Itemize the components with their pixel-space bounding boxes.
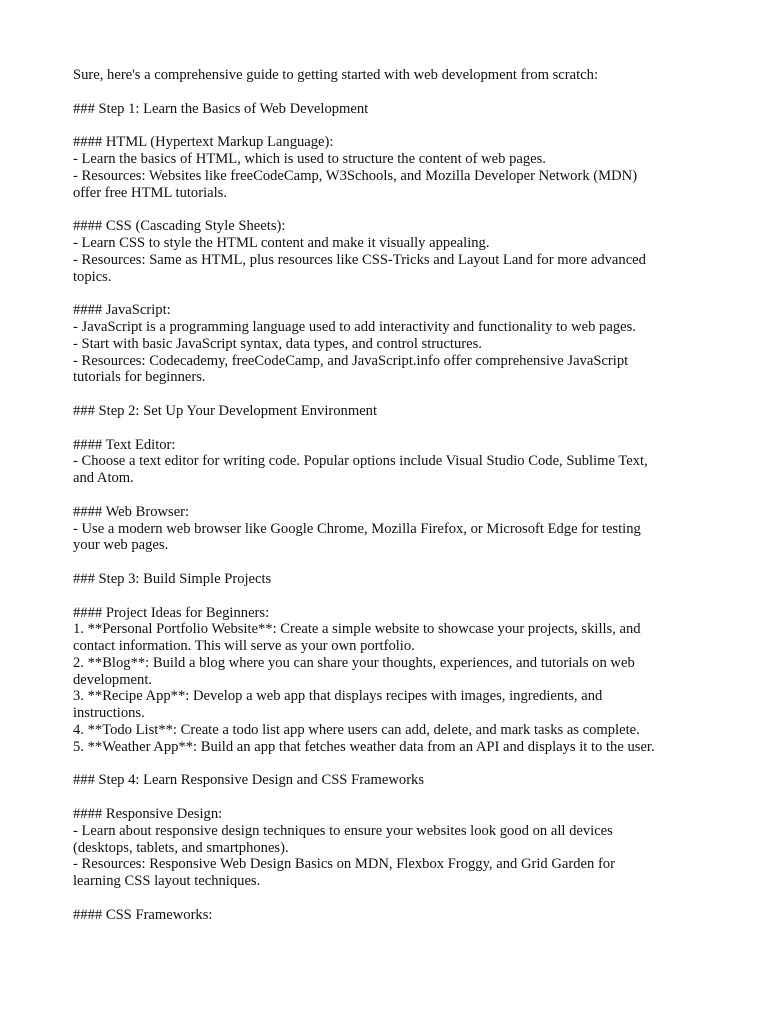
text-line: - Start with basic JavaScript syntax, data types, and control structures. (73, 335, 482, 352)
project-ideas-section (73, 605, 703, 756)
text-line: tutorials for beginners. (73, 369, 206, 386)
text-line: - Learn about responsive design techniques to ensure your websites look good on all devices (73, 822, 613, 839)
text-line: #### CSS (Cascading Style Sheets): (73, 218, 286, 235)
web-browser-section (73, 504, 703, 554)
text-line: #### Project Ideas for Beginners: (73, 604, 270, 621)
text-line: - Choose a text editor for writing code. Popular options include Visual Studio Code, Sublime Text, (73, 453, 648, 470)
text-line: - Learn CSS to style the HTML content and make it visually appealing. (73, 234, 490, 251)
text-line: instructions. (73, 705, 145, 722)
text-line: - Use a modern web browser like Google Chrome, Mozilla Firefox, or Microsoft Edge for testing (73, 520, 641, 537)
step-2-heading (73, 403, 703, 420)
text-editor-section (73, 437, 703, 487)
html-section (73, 134, 703, 201)
text-line: Sure, here's a comprehensive guide to getting started with web development from scratch: (73, 67, 599, 83)
text-line: - Resources: Codecademy, freeCodeCamp, and JavaScript.info offer comprehensive JavaScript (73, 352, 629, 369)
text-line: #### JavaScript: (73, 302, 171, 319)
text-line: 1. **Personal Portfolio Website**: Create a simple website to showcase your projects, skills, and (73, 621, 641, 638)
text-line: #### Text Editor: (73, 436, 176, 453)
responsive-design-section (73, 806, 703, 890)
text-line: 3. **Recipe App**: Develop a web app that displays recipes with images, ingredients, and (73, 688, 603, 705)
text-line: ### Step 2: Set Up Your Development Environment (73, 402, 378, 419)
text-line: your web pages. (73, 537, 169, 554)
text-line: offer free HTML tutorials. (73, 184, 227, 201)
text-line: - Resources: Responsive Web Design Basics on MDN, Flexbox Froggy, and Grid Garden for (73, 856, 615, 873)
text-line: #### Web Browser: (73, 503, 190, 520)
step-1-heading (73, 101, 703, 118)
text-line: - Learn the basics of HTML, which is used to structure the content of web pages. (73, 150, 546, 167)
text-line: and Atom. (73, 470, 134, 487)
text-line: - Resources: Same as HTML, plus resources like CSS-Tricks and Layout Land for more advanced (73, 251, 646, 268)
text-line: - Resources: Websites like freeCodeCamp, W3Schools, and Mozilla Developer Network (MDN) (73, 167, 638, 184)
intro-paragraph (73, 67, 703, 84)
text-line: ### Step 3: Build Simple Projects (73, 570, 272, 587)
step-3-heading (73, 571, 703, 588)
text-line: #### CSS Frameworks: (73, 906, 213, 923)
css-frameworks-section (73, 907, 703, 924)
text-line: (desktops, tablets, and smartphones). (73, 839, 289, 856)
text-line: - JavaScript is a programming language used to add interactivity and functionality to web pages. (73, 318, 636, 335)
css-section (73, 218, 703, 285)
text-line: development. (73, 671, 153, 688)
text-line: #### HTML (Hypertext Markup Language): (73, 134, 334, 151)
document-page (73, 67, 703, 940)
text-line: #### Responsive Design: (73, 806, 223, 823)
text-line: learning CSS layout techniques. (73, 873, 261, 890)
text-line: ### Step 1: Learn the Basics of Web Development (73, 100, 369, 117)
text-line: ### Step 4: Learn Responsive Design and CSS Frameworks (73, 772, 425, 789)
text-line: topics. (73, 268, 112, 285)
javascript-section (73, 302, 703, 386)
text-line: 4. **Todo List**: Create a todo list app where users can add, delete, and mark tasks as complete. (73, 722, 640, 739)
step-4-heading (73, 772, 703, 789)
text-line: 2. **Blog**: Build a blog where you can share your thoughts, experiences, and tutorials on web (73, 654, 635, 671)
text-line: 5. **Weather App**: Build an app that fetches weather data from an API and displays it to the user. (73, 738, 655, 755)
text-line: contact information. This will serve as your own portfolio. (73, 638, 415, 655)
